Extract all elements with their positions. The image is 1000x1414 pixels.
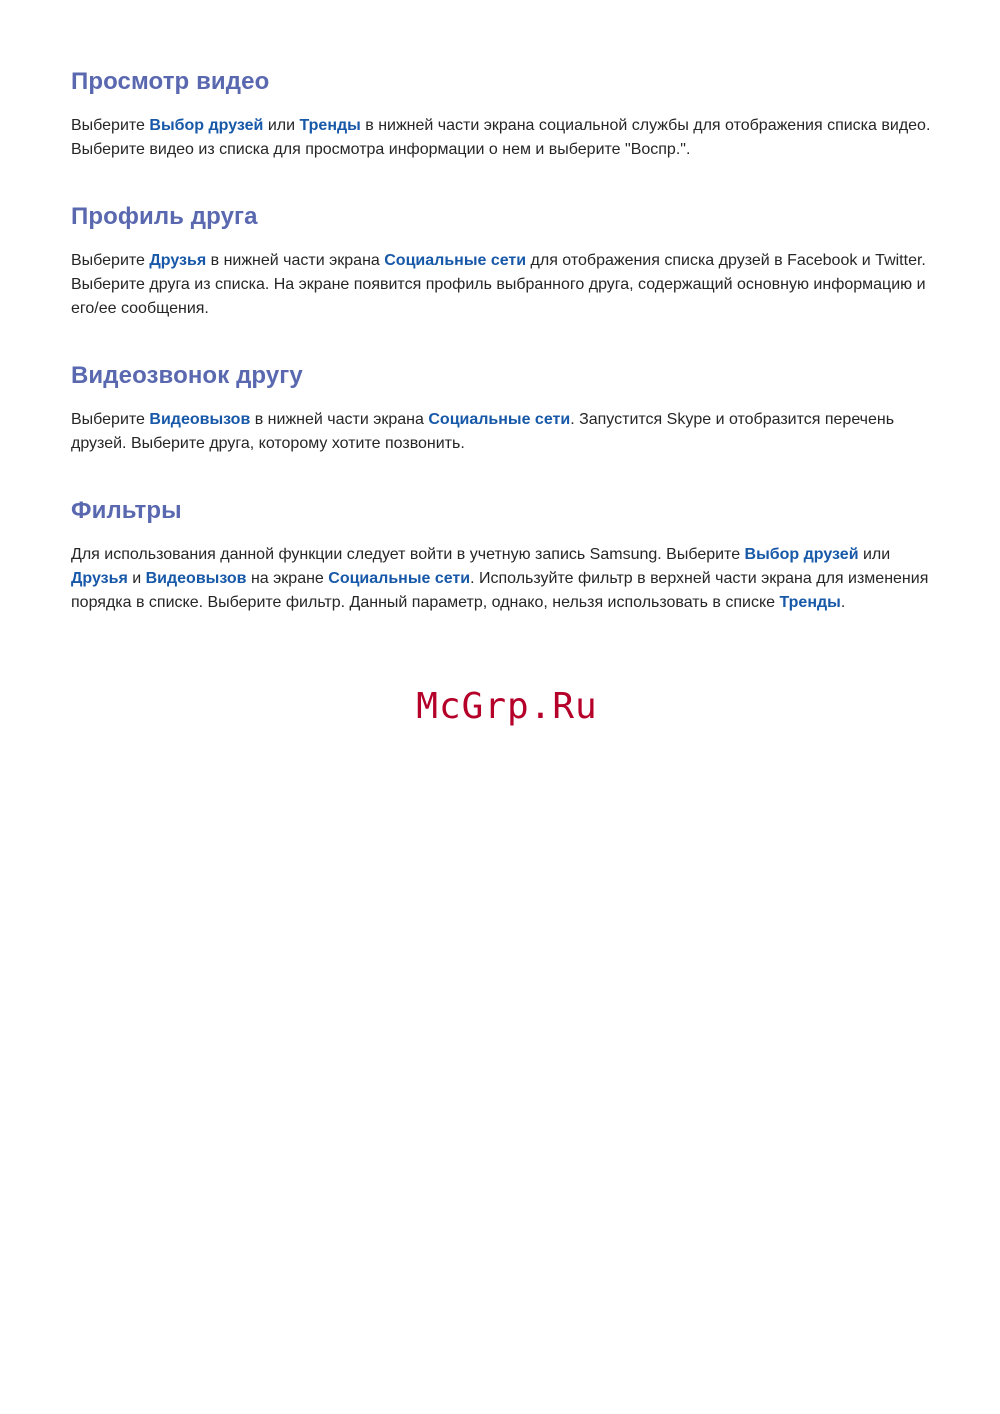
section-body: Выберите Видеовызов в нижней части экрана Социальные сети. Запустится Skype и отобразится перечень друзей. Выберите друга, которому хотите позвонить. <box>71 411 895 452</box>
section-title: Видеозвонок другу <box>71 362 303 389</box>
section-friend-profile <box>71 199 931 358</box>
section-title: Фильтры <box>71 497 182 524</box>
ui-term-social-networks: Социальные сети <box>384 252 527 269</box>
ui-term-trends: Тренды <box>779 593 841 611</box>
section-title: Просмотр видео <box>71 68 270 95</box>
watermark <box>0 686 1000 727</box>
ui-term-friends: Друзья <box>71 569 128 587</box>
section-view-video <box>71 64 931 199</box>
ui-term-video-call: Видеовызов <box>145 569 247 587</box>
ui-term-friends: Друзья <box>149 252 207 269</box>
ui-term-video-call: Видеовызов <box>149 411 251 428</box>
manual-page <box>71 64 931 614</box>
section-title: Профиль друга <box>71 203 258 230</box>
section-body: Для использования данной функции следует войти в учетную запись Samsung. Выберите Выбор друзей или Друзья и Видеовызов на экране Социальные сети. Используйте фильтр в верхней части экрана для изменения порядка в списке. Выберите фильтр. Данный параметр, однако, нельзя использовать в списке Тренды. <box>71 546 929 611</box>
section-filters <box>71 493 931 614</box>
section-body: Выберите Друзья в нижней части экрана Социальные сети для отображения списка друзей в Facebook и Twitter. Выберите друга из списка. На экране появится профиль выбранного друга, содержащий основную информацию и его/ее сообщения. <box>71 252 926 317</box>
section-body: Выберите Выбор друзей или Тренды в нижней части экрана социальной службы для отображения списка видео. Выберите видео из списка для просмотра информации о нем и выберите "Воспр.". <box>71 117 931 158</box>
ui-term-trends: Тренды <box>299 117 361 134</box>
ui-term-friends-choice: Выбор друзей <box>744 546 859 563</box>
ui-term-social-networks: Социальные сети <box>428 411 571 428</box>
ui-term-friends-choice: Выбор друзей <box>149 117 264 134</box>
ui-term-social-networks: Социальные сети <box>328 569 471 587</box>
watermark-text: McGrp.Ru <box>416 686 598 727</box>
section-video-call <box>71 358 931 493</box>
